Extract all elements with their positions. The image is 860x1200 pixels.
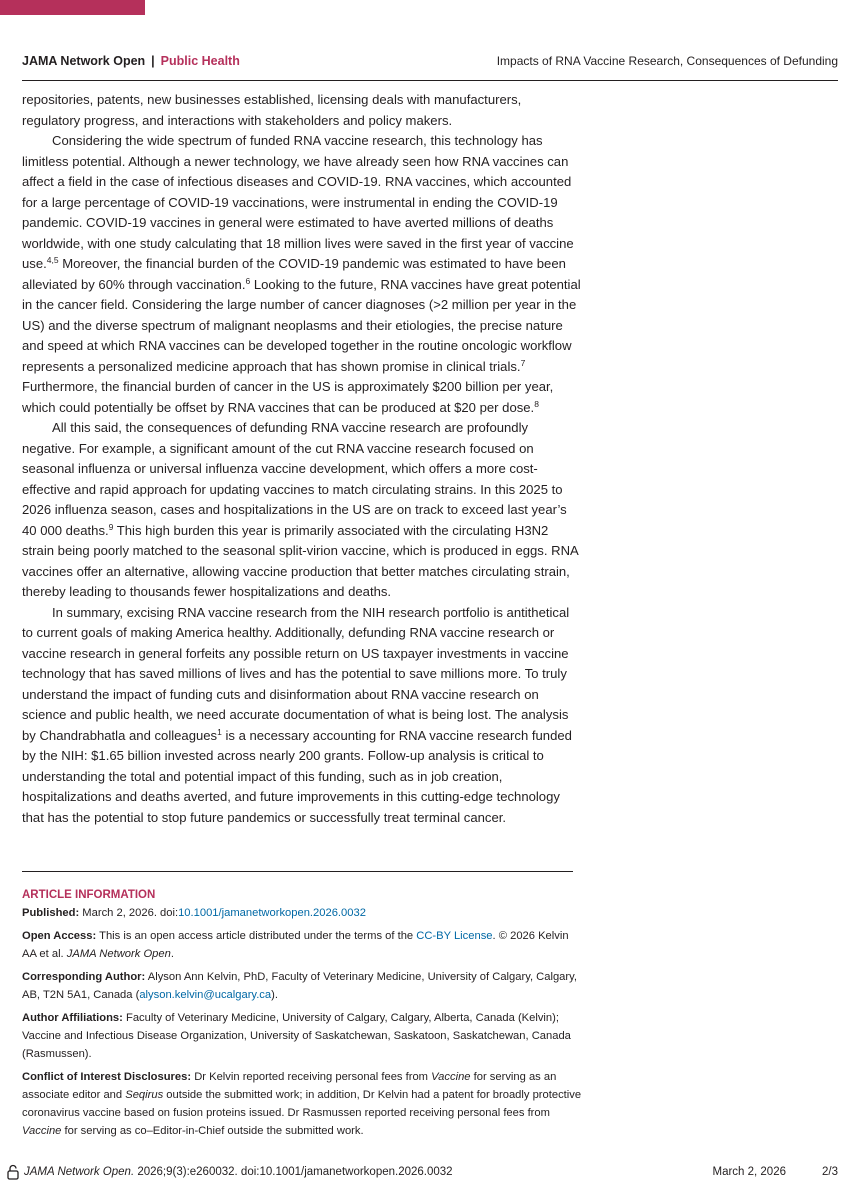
affiliations-label: Author Affiliations: xyxy=(22,1012,123,1024)
conflict-text-d: for serving as co–Editor-in-Chief outside the submitted work. xyxy=(61,1125,364,1137)
paragraph-2-text-a: Considering the wide spectrum of funded RNA vaccine research, this technology has limitless potential. Although a newer technology, we have already seen how RNA vaccines can affect a field in the case of infectious diseases and COVID-19. RNA vaccines, which accounted for a large percentage of COVID-19 vaccinations, were instrumental in ending the COVID-19 pandemic. COVID-19 vaccines in general were estimated to have averted millions of deaths worldwide, with one study calculating that 18 million lives were saved in the first year of vaccine use. xyxy=(22,133,574,271)
page-footer xyxy=(6,1164,838,1184)
published-text: March 2, 2026. doi: xyxy=(79,907,179,919)
paragraph-3-text-a: All this said, the consequences of defunding RNA vaccine research are profoundly negative. For example, a significant amount of the cut RNA vaccine research focused on seasonal influenza or universal influenza vaccine development, which offers a more cost-effective and rapid approach for updating vaccines to match circulating strains. In this 2025 to 2026 influenza season, cases and hospitalizations in the US are on track to exceed last year’s 40 000 deaths. xyxy=(22,420,567,538)
conflict-text-a: Dr Kelvin reported receiving personal fees from xyxy=(191,1071,432,1083)
paragraph-4-text-b: is a necessary accounting for RNA vaccine research funded by the NIH: $1.65 billion invested across nearly 200 grants. Follow-up analysis is critical to understanding the total and potential impact of this funding, such as in job creation, hospitalizations and deaths averted, and future improvements in this cutting-edge technology that has the potential to stop future pandemics or successfully treat terminal cancer. xyxy=(22,727,572,825)
journal-name: JAMA Network Open xyxy=(22,54,146,68)
running-title: Impacts of RNA Vaccine Research, Consequences of Defunding xyxy=(496,54,838,68)
doi-link[interactable]: 10.1001/jamanetworkopen.2026.0032 xyxy=(178,907,366,919)
paragraph-2-text-b: Moreover, the financial burden of the COVID-19 pandemic was estimated to have been alleviated by 60% through vaccination. xyxy=(22,256,566,292)
article-info-rule xyxy=(22,871,573,872)
published-label: Published: xyxy=(22,907,80,919)
conflict-line xyxy=(22,1068,582,1140)
footer-citation xyxy=(24,1166,453,1178)
section-label: Public Health xyxy=(160,54,240,68)
paragraph-4-text-a: In summary, excising RNA vaccine research from the NIH research portfolio is antithetical to current goals of making America healthy. Additionally, defunding RNA vaccine research or vaccine research in general forfeits any possible return on US taxpayer investments in vaccine technology that has saved millions of lives and has the potential to save millions more. To truly understand the impact of funding cuts and disinformation about RNA vaccine research on science and public health, we need accurate documentation of what is being lost. The analysis by Chandrabhatla and colleagues xyxy=(22,604,570,743)
page-number: 2/3 xyxy=(822,1166,838,1178)
journal-name-italic: JAMA Network Open xyxy=(66,948,171,960)
paragraph-4 xyxy=(22,603,582,829)
paragraph-3 xyxy=(22,418,582,603)
email-link[interactable]: alyson.kelvin@ucalgary.ca xyxy=(139,989,272,1001)
corresponding-text-b: ). xyxy=(271,989,278,1001)
vaccine-journal-italic: Vaccine xyxy=(431,1071,471,1083)
open-access-text-a: This is an open access article distributed under the terms of the xyxy=(96,930,417,942)
footer-citation-text: 2026;9(3):e260032. doi:10.1001/jamanetworkopen.2026.0032 xyxy=(134,1166,453,1178)
citation-ref[interactable]: 8 xyxy=(534,398,539,409)
seqirus-italic: Seqirus xyxy=(125,1089,164,1101)
corresponding-text-a: Alyson Ann Kelvin, PhD, Faculty of Veterinary Medicine, University of Calgary, Calgary, AB, T2N 5A1, Canada ( xyxy=(22,971,577,1001)
citation-ref[interactable]: 7 xyxy=(520,357,526,368)
citation-ref[interactable]: 4,5 xyxy=(46,255,59,265)
article-body xyxy=(22,90,582,828)
open-access-line xyxy=(22,927,582,963)
vaccine-journal-italic: Vaccine xyxy=(22,1125,62,1137)
open-access-text-c: . xyxy=(170,948,174,960)
article-information xyxy=(22,886,582,1145)
paragraph-2-text-c: Looking to the future, RNA vaccines have great potential in the cancer field. Considering the large number of cancer diagnoses (>2 million per year in the US) and the diverse spectrum of malignant neoplasms and their etiologies, the precise nature and speed at which RNA vaccines can be developed together in the routine oncologic workflow represents a personalized medicine approach that has shown promise in clinical trials. xyxy=(22,276,581,374)
affiliations-line xyxy=(22,1009,582,1063)
open-access-icon xyxy=(6,1164,20,1180)
paragraph-3-text-b: This high burden this year is primarily associated with the circulating H3N2 strain being poorly matched to the seasonal split-virion vaccine, which is produced in eggs. RNA vaccines offer an alternative, allowing vaccine production that better matches circulating strain, thereby leading to thousands fewer hospitalizations and deaths. xyxy=(22,522,579,599)
paragraph-2 xyxy=(22,131,582,418)
open-access-text-b: . © 2026 Kelvin AA et al. xyxy=(22,930,569,960)
conflict-text-c: outside the submitted work; in addition, Dr Kelvin had a patent for broadly protective coronavirus vaccine based on fusion proteins issued. Dr Rasmussen reported receiving personal fees from xyxy=(22,1089,582,1119)
article-info-heading: ARTICLE INFORMATION xyxy=(22,889,156,901)
footer-date: March 2, 2026 xyxy=(712,1166,786,1178)
citation-ref[interactable]: 6 xyxy=(245,275,251,286)
citation-ref[interactable]: 1 xyxy=(217,726,222,737)
footer-journal: JAMA Network Open. xyxy=(24,1166,135,1178)
citation-ref[interactable]: 9 xyxy=(108,521,114,532)
paragraph-1: repositories, patents, new businesses established, licensing deals with manufacturers, regulatory progress, and interactions with stakeholders and policy makers. xyxy=(22,92,522,128)
published-line xyxy=(22,904,582,922)
conflict-text-b: for serving as an associate editor and xyxy=(22,1071,557,1101)
conflict-label: Conflict of Interest Disclosures: xyxy=(22,1071,192,1083)
open-access-label: Open Access: xyxy=(22,930,97,942)
paragraph-2-text-d: Furthermore, the financial burden of cancer in the US is approximately $200 billion per year, which could potentially be offset by RNA vaccines that can be produced at $20 per dose. xyxy=(22,379,554,415)
accent-bar xyxy=(0,0,145,15)
header-rule xyxy=(22,80,838,81)
license-link[interactable]: CC-BY License xyxy=(416,930,493,942)
running-header xyxy=(22,54,838,74)
corresponding-label: Corresponding Author: xyxy=(22,971,146,983)
affiliations-text: Faculty of Veterinary Medicine, University of Calgary, Calgary, Alberta, Canada (Kelvin); Vaccine and Infectious Disease Organization, University of Saskatchewan, Saskatoon, Saskatchewan, Canada (Rasmussen). xyxy=(22,1012,571,1060)
header-separator: | xyxy=(151,54,155,68)
corresponding-author-line xyxy=(22,968,582,1004)
